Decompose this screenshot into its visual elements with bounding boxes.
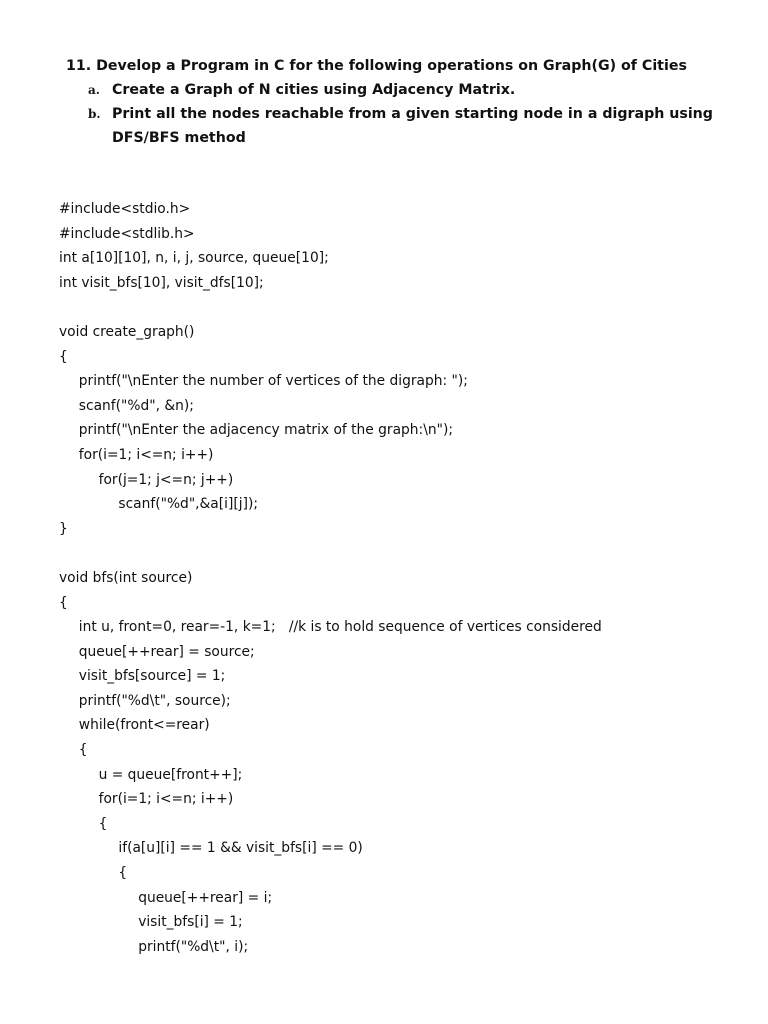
code-line: { bbox=[59, 594, 68, 611]
code-line: { bbox=[98, 815, 108, 832]
code-line bbox=[59, 541, 749, 566]
code-line: } bbox=[59, 520, 68, 537]
code-line: for(j=1; j<=n; j++) bbox=[98, 471, 234, 488]
code-line: visit_bfs[source] = 1; bbox=[78, 668, 226, 685]
code-line: printf("%d\t", i); bbox=[138, 938, 249, 955]
code-line: printf("%d\t", source); bbox=[78, 692, 231, 709]
code-line: scanf("%d",&a[i][j]); bbox=[118, 496, 258, 513]
code-listing bbox=[59, 197, 749, 959]
code-line: if(a[u][i] == 1 && visit_bfs[i] == 0) bbox=[118, 840, 363, 857]
code-line: { bbox=[118, 865, 128, 882]
code-line: scanf("%d", &n); bbox=[78, 397, 194, 414]
question-heading bbox=[66, 54, 726, 150]
item-text: Print all the nodes reachable from a given starting node in a digraph using DFS/BFS method bbox=[112, 106, 713, 146]
code-line: while(front<=rear) bbox=[78, 717, 210, 734]
code-line: int visit_bfs[10], visit_dfs[10]; bbox=[59, 274, 264, 291]
code-line: visit_bfs[i] = 1; bbox=[138, 914, 243, 931]
code-line: for(i=1; i<=n; i++) bbox=[78, 446, 214, 463]
code-line: void create_graph() bbox=[59, 323, 195, 340]
code-line: u = queue[front++]; bbox=[98, 766, 243, 783]
item-marker: b. bbox=[88, 107, 101, 121]
code-line: printf("\nEnter the number of vertices of the digraph: "); bbox=[78, 373, 468, 390]
question-title: 11. Develop a Program in C for the following operations on Graph(G) of Cities bbox=[66, 58, 687, 74]
item-marker: a. bbox=[88, 83, 100, 97]
question-item-a bbox=[66, 78, 726, 102]
question-item-b bbox=[66, 102, 726, 150]
code-line: queue[++rear] = i; bbox=[138, 889, 273, 906]
code-line: #include<stdlib.h> bbox=[59, 225, 195, 242]
item-text: Create a Graph of N cities using Adjacency Matrix. bbox=[112, 82, 516, 98]
code-line: for(i=1; i<=n; i++) bbox=[98, 791, 234, 808]
code-line: queue[++rear] = source; bbox=[78, 643, 255, 660]
code-line: int u, front=0, rear=-1, k=1; //k is to hold sequence of vertices considered bbox=[78, 619, 602, 636]
code-line: #include<stdio.h> bbox=[59, 201, 191, 217]
code-line: void bfs(int source) bbox=[59, 569, 193, 586]
code-line: printf("\nEnter the adjacency matrix of the graph:\n"); bbox=[78, 422, 453, 439]
code-line: int a[10][10], n, i, j, source, queue[10]; bbox=[59, 250, 329, 267]
code-line bbox=[59, 295, 749, 320]
code-line: { bbox=[59, 348, 68, 365]
code-line: { bbox=[78, 742, 88, 759]
